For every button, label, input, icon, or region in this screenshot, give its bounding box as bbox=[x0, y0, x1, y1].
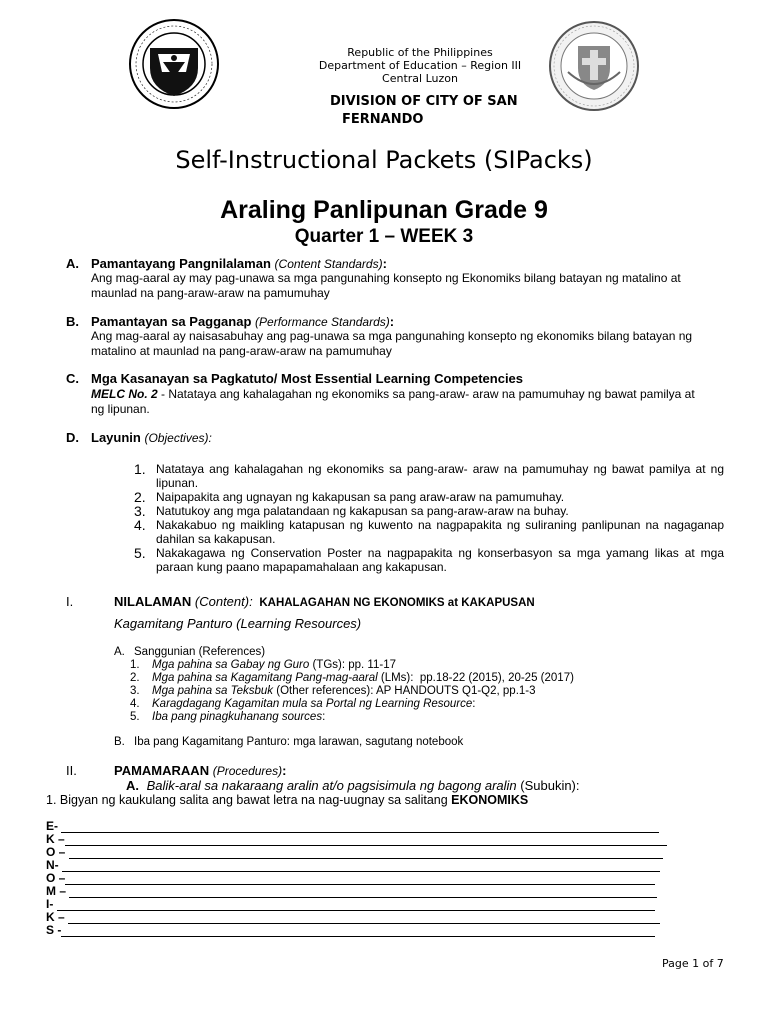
blank-letter: K – bbox=[46, 910, 69, 924]
objective-text: Nakakabuo ng maikling katapusan ng kuwento na nagpapakita ng suliraning panlipunan na nagaganap dahilan sa kakapusan. bbox=[156, 518, 724, 546]
subukin-italic: Balik-aral sa nakaraang aralin at/o pagsisimula ng bagong aralin bbox=[146, 778, 517, 793]
division-line-1: DIVISION OF CITY OF SAN bbox=[330, 94, 518, 109]
blank-letter: E- bbox=[46, 819, 62, 833]
instruction-text: Bigyan ng kaukulang salita ang bawat letra na nag-uugnay sa salitang bbox=[56, 793, 452, 807]
section-a-body: Ang mag-aaral ay may pag-unawa sa mga pangunahing konsepto ng Ekonomiks bilang batayan ng matalino at maunlad na pang-araw-araw na pamumuhay bbox=[91, 271, 681, 300]
reference-item bbox=[130, 672, 730, 685]
pamamaraan-roman: II. bbox=[66, 763, 77, 778]
page-number: Page 1 of 7 bbox=[662, 957, 724, 970]
reference-rest: : bbox=[322, 711, 326, 723]
section-a-letter: A. bbox=[66, 256, 79, 271]
section-a-heading bbox=[91, 256, 387, 271]
division-line-2: FERNANDO bbox=[342, 112, 424, 127]
blank-row bbox=[46, 924, 671, 937]
objective-num: 5. bbox=[134, 545, 146, 561]
deped-seal-left bbox=[128, 18, 220, 110]
section-b-colon: : bbox=[389, 314, 395, 329]
reference-italic: Karagdagang Kagamitan mula sa Portal ng Learning Resource bbox=[152, 698, 473, 710]
instruction-bold: EKONOMIKS bbox=[451, 793, 529, 807]
melc-label: MELC No. 2 bbox=[91, 387, 158, 401]
blank-line[interactable] bbox=[65, 835, 667, 846]
division-seal-right bbox=[548, 20, 640, 112]
section-d-title: Layunin bbox=[91, 430, 141, 445]
reference-num: 1. bbox=[130, 659, 140, 671]
objective-num: 2. bbox=[134, 489, 146, 505]
subject-title: Araling Panlipunan Grade 9 bbox=[220, 196, 548, 224]
objective-item bbox=[134, 546, 724, 574]
references-heading: Sanggunian (References) bbox=[134, 646, 266, 658]
references-list bbox=[130, 659, 730, 724]
quarter-title: Quarter 1 – WEEK 3 bbox=[294, 226, 474, 247]
blank-line[interactable] bbox=[62, 861, 660, 872]
blank-line[interactable] bbox=[69, 887, 657, 898]
blank-letter: I- bbox=[46, 897, 57, 911]
section-d-letter: D. bbox=[66, 430, 79, 445]
pamamaraan-heading bbox=[114, 763, 286, 778]
objective-item bbox=[134, 518, 724, 546]
pamamaraan-title: PAMAMARAAN bbox=[114, 763, 210, 778]
blank-line[interactable] bbox=[61, 926, 655, 937]
objective-text: Naipapakita ang ugnayan ng kakapusan sa pang araw-araw na pamumuhay. bbox=[156, 490, 565, 504]
blank-row bbox=[46, 820, 671, 833]
section-c-body: Natataya ang kahalagahan ng ekonomiks sa pang-araw- araw na pamumuhay ng bawat pamilya at ng lipunan. bbox=[91, 387, 695, 416]
section-c-letter: C. bbox=[66, 371, 79, 386]
section-b-letter: B. bbox=[66, 314, 79, 329]
other-materials: Iba pang Kagamitang Panturo: mga larawan, sagutang notebook bbox=[134, 736, 464, 748]
reference-item bbox=[130, 711, 730, 724]
nilalaman-english: (Content): bbox=[194, 594, 253, 609]
section-b-title: Pamantayan sa Pagganap bbox=[91, 314, 252, 329]
reference-rest: (LMs): pp.18-22 (2015), 20-25 (2017) bbox=[377, 672, 574, 684]
blank-letter: O – bbox=[46, 845, 69, 859]
blanks-list bbox=[46, 820, 671, 937]
instruction-line bbox=[46, 793, 528, 807]
blank-line[interactable] bbox=[68, 913, 660, 924]
section-d-heading bbox=[91, 430, 212, 445]
nilalaman-heading bbox=[114, 594, 535, 609]
blank-letter: M – bbox=[46, 884, 70, 898]
objectives-list bbox=[134, 462, 724, 574]
central-luzon-line: Central Luzon bbox=[382, 72, 458, 85]
subukin-heading bbox=[126, 778, 580, 793]
resources-heading: Kagamitang Panturo (Learning Resources) bbox=[114, 616, 362, 631]
blank-row bbox=[46, 833, 671, 846]
reference-italic: Mga pahina sa Gabay ng Guro bbox=[152, 659, 310, 671]
blank-line[interactable] bbox=[61, 822, 659, 833]
references-heading-letter: A. bbox=[114, 646, 125, 658]
section-c-body-wrap bbox=[91, 387, 711, 417]
reference-num: 2. bbox=[130, 672, 140, 684]
blank-row bbox=[46, 885, 671, 898]
objective-num: 1. bbox=[134, 461, 146, 477]
blank-row bbox=[46, 898, 671, 911]
blank-letter: O – bbox=[46, 871, 66, 885]
section-a-colon: : bbox=[382, 256, 387, 271]
objective-num: 4. bbox=[134, 517, 146, 533]
section-d-english: (Objectives): bbox=[144, 431, 212, 445]
section-a-english: (Content Standards) bbox=[274, 257, 383, 271]
objective-item bbox=[134, 504, 724, 518]
reference-italic: Mga pahina sa Kagamitang Pang-mag-aaral bbox=[152, 672, 378, 684]
objective-item bbox=[134, 490, 724, 504]
reference-item bbox=[130, 698, 730, 711]
reference-rest: : bbox=[472, 698, 476, 710]
instruction-num: 1. bbox=[46, 793, 57, 807]
nilalaman-title: NILALAMAN bbox=[114, 594, 192, 609]
reference-num: 3. bbox=[130, 685, 140, 697]
subukin-rest: (Subukin): bbox=[516, 778, 580, 793]
subukin-letter: A. bbox=[126, 778, 139, 793]
blank-row bbox=[46, 846, 671, 859]
section-b-english: (Performance Standards) bbox=[255, 315, 390, 329]
melc-dash: - bbox=[157, 387, 169, 401]
blank-letter: K – bbox=[46, 832, 65, 846]
reference-italic: Mga pahina sa Teksbuk bbox=[152, 685, 274, 697]
section-c-title: Mga Kasanayan sa Pagkatuto/ Most Essential Learning Competencies bbox=[91, 371, 524, 386]
blank-line[interactable] bbox=[65, 874, 655, 885]
objective-num: 3. bbox=[134, 503, 146, 519]
other-materials-letter: B. bbox=[114, 736, 125, 748]
packet-title: Self-Instructional Packets (SIPacks) bbox=[175, 146, 593, 174]
blank-row bbox=[46, 859, 671, 872]
reference-item bbox=[130, 685, 730, 698]
republic-line: Republic of the Philippines bbox=[347, 46, 493, 59]
objective-text: Natataya ang kahalagahan ng ekonomiks sa pang-araw- araw na pamumuhay ng bawat pamilya at ng lipunan. bbox=[156, 462, 724, 490]
pamamaraan-colon: : bbox=[282, 763, 287, 778]
reference-num: 4. bbox=[130, 698, 140, 710]
blank-line[interactable] bbox=[69, 848, 663, 859]
section-b-body: Ang mag-aaral ay naisasabuhay ang pag-unawa sa mga pangunahing konsepto ng ekonomiks bilang batayan ng matalino at maunlad na pang-araw-araw na pamumuhay bbox=[91, 329, 693, 358]
reference-rest: (Other references): AP HANDOUTS Q1-Q2, pp.1-3 bbox=[273, 685, 536, 697]
reference-italic: Iba pang pinagkuhanang sources bbox=[152, 711, 323, 723]
section-b-heading bbox=[91, 314, 394, 329]
nilalaman-topic: KAHALAGAHAN NG EKONOMIKS at KAKAPUSAN bbox=[259, 597, 535, 609]
blank-row bbox=[46, 872, 671, 885]
objective-item bbox=[134, 462, 724, 490]
reference-rest: (TGs): pp. 11-17 bbox=[309, 659, 396, 671]
section-a-title: Pamantayang Pangnilalaman bbox=[91, 256, 271, 271]
blank-row bbox=[46, 911, 671, 924]
pamamaraan-english: (Procedures) bbox=[212, 764, 283, 778]
blank-line[interactable] bbox=[57, 900, 655, 911]
blank-letter: S - bbox=[46, 923, 62, 937]
reference-item bbox=[130, 659, 730, 672]
deped-region-line: Department of Education – Region III bbox=[318, 59, 522, 72]
nilalaman-roman: I. bbox=[66, 594, 74, 609]
reference-num: 5. bbox=[130, 711, 140, 723]
objective-text: Natutukoy ang mga palatandaan ng kakapusan sa pang-araw-araw na buhay. bbox=[156, 504, 569, 518]
objective-text: Nakakagawa ng Conservation Poster na nagpapakita ng konserbasyon sa mga yamang likas at mga paraan kung paano mapapamahalaan ang kakapusan. bbox=[156, 546, 724, 574]
blank-letter: N- bbox=[46, 858, 62, 872]
